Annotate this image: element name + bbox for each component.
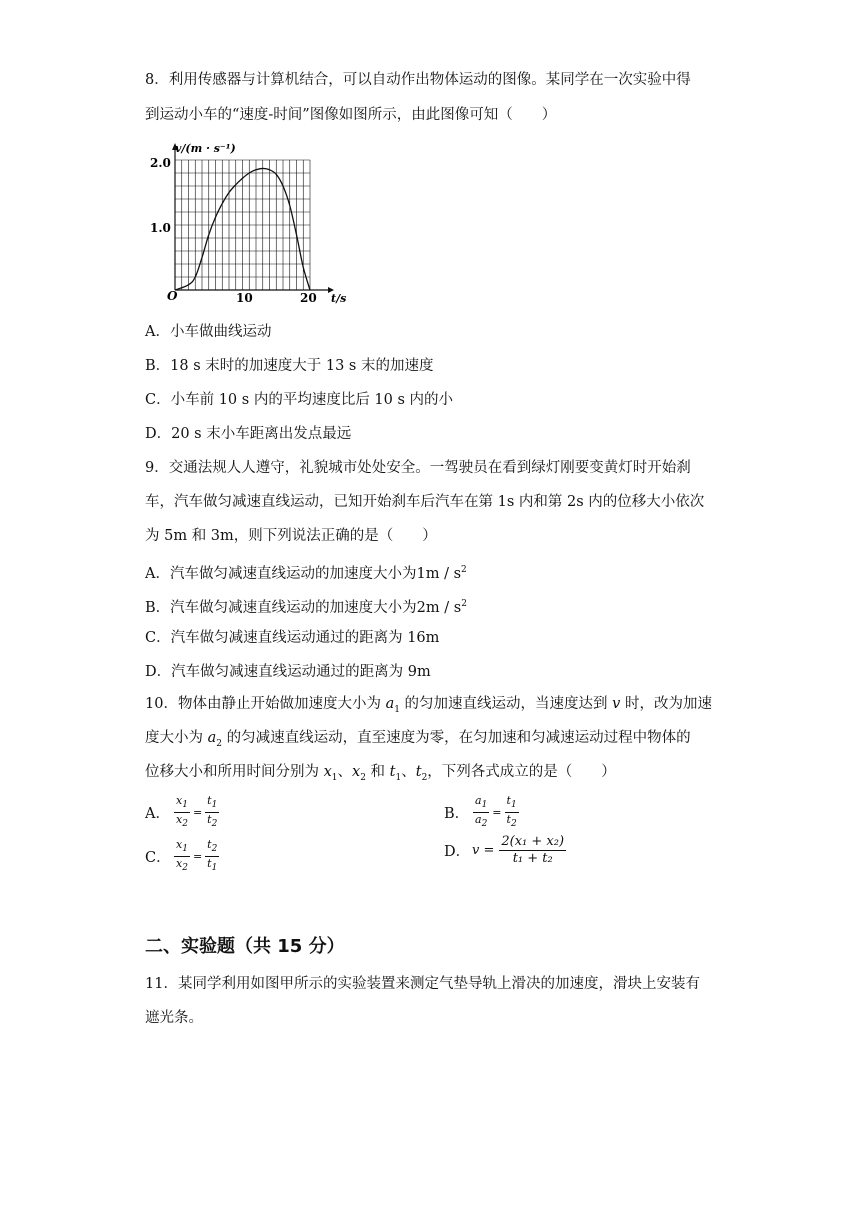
q10-stem-line3: 位移大小和所用时间分别为 $x_1$、$x_2$ 和 $t_1$、$t_2$，下列各式成立的是（ ）	[145, 764, 616, 783]
y-tick-label-1: 1.0	[150, 221, 171, 235]
q9-stem-line1: 9．交通法规人人遵守，礼貌城市处处安全。一驾驶员在看到绿灯刚要变黄灯时开始刹	[145, 460, 691, 476]
x-tick-label-10: 10	[236, 291, 253, 305]
q9-stem-line3: 为 5m 和 3m，则下列说法正确的是（ ）	[145, 528, 437, 544]
q9-option-d: D．汽车做匀减速直线运动通过的距离为 9m	[145, 664, 431, 680]
q9-option-a-value: 1m / s	[416, 565, 462, 582]
x-tick-label-20: 20	[300, 291, 317, 305]
chart-grid	[175, 160, 310, 290]
q10-stem-line1: 10．物体由静止开始做加速度大小为 $a_1$ 的匀加速直线运动，当速度达到 v 时，改为加速	[145, 696, 712, 715]
q9-option-a: A．汽车做匀减速直线运动的加速度大小为$1m / s^2$	[145, 565, 467, 582]
q10-option-b: B． $\frac{a_1}{a_2}$ = $\frac{t_1}{t_2}$	[444, 794, 517, 830]
q8-option-b: B．18 s 末时的加速度大于 13 s 末的加速度	[145, 358, 434, 374]
q9-stem-line2: 车，汽车做匀减速直线运动，已知开始刹车后汽车在第 1s 内和第 2s 内的位移大小依次	[145, 494, 705, 510]
x-axis-label: t/s	[331, 292, 347, 305]
q11-stem-line1: 11．某同学利用如图甲所示的实验装置来测定气垫导轨上滑决的加速度，滑块上安装有	[145, 976, 700, 992]
q9-option-c: C．汽车做匀减速直线运动通过的距离为 16m	[145, 630, 440, 646]
q8-stem-line2: 到运动小车的“速度-时间”图像如图所示，由此图像可知（ ）	[145, 107, 557, 123]
velocity-time-chart	[145, 138, 360, 308]
q8-stem-line1: 8．利用传感器与计算机结合，可以自动作出物体运动的图像。某同学在一次实验中得	[145, 72, 691, 88]
q8-option-a: A．小车做曲线运动	[145, 324, 272, 340]
q9-option-b: B．汽车做匀减速直线运动的加速度大小为$2m / s^2$	[145, 599, 467, 616]
origin-label: O	[167, 289, 178, 303]
q10-option-c: C． $\frac{x_1}{x_2}$ = $\frac{t_2}{t_1}$	[145, 838, 218, 874]
q8-option-c: C．小车前 10 s 内的平均速度比后 10 s 内的小	[145, 392, 454, 408]
q8-option-d: D．20 s 末小车距离出发点最远	[145, 426, 352, 442]
q10-option-d: D． v = $\frac{\text{2(x₁ + x₂)}}{\text{t₁ + t₂}}$	[444, 834, 565, 866]
y-tick-label-2: 2.0	[150, 156, 171, 170]
section-title-experiment: 二、实验题（共 15 分）	[145, 936, 345, 957]
q11-stem-line2: 遮光条。	[145, 1010, 203, 1026]
q9-option-b-value: 2m / s	[416, 599, 462, 616]
q10-stem-line2: 度大小为 $a_2$ 的匀减速直线运动，直至速度为零，在匀加速和匀减速运动过程中物体的	[145, 730, 691, 749]
y-axis-label: v/(m · s⁻¹)	[175, 142, 236, 155]
q10-option-a: A． $\frac{x_1}{x_2}$ = $\frac{t_1}{t_2}$	[145, 794, 218, 830]
